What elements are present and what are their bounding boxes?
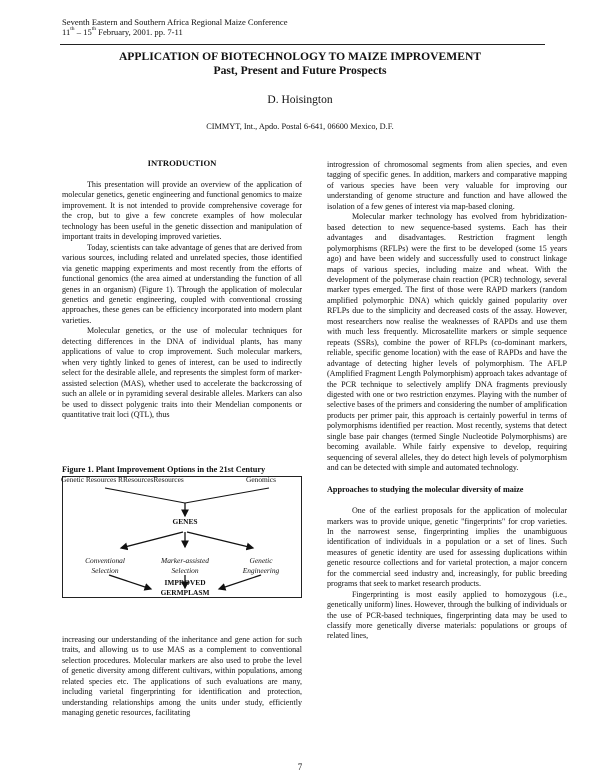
- page-number: 7: [297, 762, 303, 772]
- figure-diagram: [62, 476, 302, 598]
- date-separator: –: [74, 27, 84, 37]
- section-heading-molecular-diversity: Approaches to studying the molecular diversity of maize: [327, 484, 524, 494]
- figure-caption: Figure 1. Plant Improvement Options in the 21st Century: [62, 465, 266, 474]
- left-column-body: [62, 180, 302, 420]
- option-marker-assisted-selection: [149, 556, 221, 576]
- arrow: [187, 532, 253, 548]
- paragraph: One of the earliest proposals for the application of molecular markers was to provide unique, genetic "fingerprints" for crop varieties. In the narrowest sense, fingerprinting implies the unambiguous identification of individuals in a population or a set of lines. Such measures of genetic identity are used for assessing duplications within genetic resource collections and for varietal protection, a major concern for the commercial seed industry and, increasingly, for public breeding programs that seek to market research products.: [327, 506, 567, 589]
- label-genomics: Genomics: [246, 475, 276, 484]
- paragraph: introgression of chromosomal segments from alien species, and even tagging of specific genes. In addition, markers and comparative mapping of various species have been very valuable for improving our understanding of genome structure and function and have allowed the isolation of a few genes of interest via map-based cloning.: [327, 160, 567, 211]
- conference-name: Seventh Eastern and Southern Africa Regional Maize Conference: [62, 17, 288, 27]
- option-line: Conventional: [85, 556, 125, 565]
- result-line: IMPROVED: [164, 578, 206, 587]
- connector-line: [105, 488, 185, 503]
- paragraph: Molecular genetics, or the use of molecular techniques for detecting differences in the DNA of individual plants, has many applications of value to crop improvement. Such molecular markers, when very tightly linked to genes of interest, can be used to indirectly select for the desirable allele, and represents the simplest form of marker-assisted selection (MAS), whether used to accelerate the backcrossing of such an allele or in pyramiding several desirable alleles. Markers can also be used to dissect polygenic traits into their Mendelian components or quantitative trait loci (QTL), thus: [62, 326, 302, 419]
- title-main: APPLICATION OF BIOTECHNOLOGY TO MAIZE IMPROVEMENT: [118, 50, 482, 63]
- paragraph: Molecular marker technology has evolved from hybridization-based detection to new sequence-based systems. Each has their advantages and disadvantages. Restriction fragment length polymorphisms (RFLPs) were the first to be developed (some 15 years ago) and have been widely and successfully used to construct linkage maps of various species, including maize and wheat. With the development of the polymerase chain reaction (PCR) technology, several marker types emerged. The first of those were RAPD markers (random amplified polymorphic DNA) which quickly gained popularity over RFLPs due to the simplicity and decreased costs of the assay. However, most researchers now realise the weaknesses of RAPDs and use them with much less frequently. Microsatellite markers or simple sequence repeats (SSRs), combine the power of RFLPs (co-dominant markers, reliable, specific genome location) with the ease of RAPDs and have the advantage of detecting higher levels of polymorphism. The AFLP (Amplified Fragment Length Polymorphism) approach takes advantage of the PCR technique to selectively amplify DNA fragments previously digested with one or two restriction enzymes. Playing with the number of selective bases of the primers and considering the number of amplification products per primer pair, this approach is certainly powerful in terms of polymorphisms identified per reaction. Most recently, systems that detect single base pair changes (termed Single Nucleotide Polymorphisms) are becoming available. While fairly expensive to develop, requiring sequencing of several alleles, they do detect high levels of polymorphism and can be detected with simple and automated technology.: [327, 212, 567, 473]
- paragraph: increasing our understanding of the inheritance and gene action for such traits, and allowing us to use MAS as a complement to conventional selection procedures. Molecular markers are also used to probe the level of genetic diversity among different cultivars, within populations, among related species etc. The applications of such evaluations are many, including varietal fingerprinting for identification and protection, understanding relationships among the units under study, efficiently managing genetic resources, facilitating: [62, 635, 302, 718]
- option-genetic-engineering: [231, 556, 291, 576]
- connector-line: [185, 488, 269, 503]
- section-heading-introduction: INTRODUCTION: [147, 158, 217, 168]
- conference-header: [62, 17, 288, 37]
- affiliation: CIMMYT, Int., Apdo. Postal 6-641, 06600 Mexico, D.F.: [206, 122, 394, 131]
- paper-title: [0, 50, 600, 78]
- option-line: Selection: [91, 566, 119, 575]
- paragraph: This presentation will provide an overview of the application of molecular genetics, genetic engineering and functional genomics to maize improvement. It is not intended to provide comprehensive coverage for the crop, but to give a few concrete examples of how molecular technology has been useful in the genetic dissection and manipulation of important traits in developing improved varieties.: [62, 180, 302, 242]
- label-genetic-resources: Genetic Resources RResourcesResources: [61, 475, 184, 484]
- author: D. Hoisington: [267, 94, 333, 106]
- date-end-suffix: th: [91, 26, 97, 32]
- paragraph: Today, scientists can take advantage of genes that are derived from various sources, including related and unrelated species, those identified via genetic mapping experiments and most recently from the efforts of functional genomics (the area aimed at understanding the function of all genes in an organism) (Figure 1). Through the application of molecular genetics and genetic engineering, coupled with conventional crossing approaches, these genes can be efficiency incorporated into modern plant varieties.: [62, 242, 302, 325]
- label-improved-germplasm: [143, 578, 227, 598]
- option-line: Engineering: [242, 566, 280, 575]
- arrow: [121, 532, 183, 548]
- title-subtitle: Past, Present and Future Prospects: [213, 64, 387, 77]
- right-column-body: [327, 160, 567, 642]
- header-rule: [60, 44, 545, 45]
- option-line: Marker-assisted: [161, 556, 209, 565]
- paragraph: Fingerprinting is most easily applied to homozygous (i.e., genetically uniform) lines. However, through the bulking of individuals or the use of PCR-based techniques, fingerprinting data may be used to classify more genetically diverse materials: populations or groups of related lines,: [327, 589, 567, 641]
- option-line: Genetic: [249, 556, 273, 565]
- conference-dates: [62, 27, 288, 37]
- date-end-day: 15: [83, 27, 92, 37]
- date-start-suffix: th: [70, 26, 75, 32]
- date-and-pages: February, 2001. pp. 7-11: [96, 27, 183, 37]
- option-line: Selection: [171, 566, 199, 575]
- option-conventional-selection: [75, 556, 135, 576]
- date-start-day: 11: [62, 27, 71, 37]
- label-genes: GENES: [172, 517, 198, 526]
- left-column-continuation: [62, 635, 302, 719]
- result-line: GERMPLASM: [160, 588, 210, 597]
